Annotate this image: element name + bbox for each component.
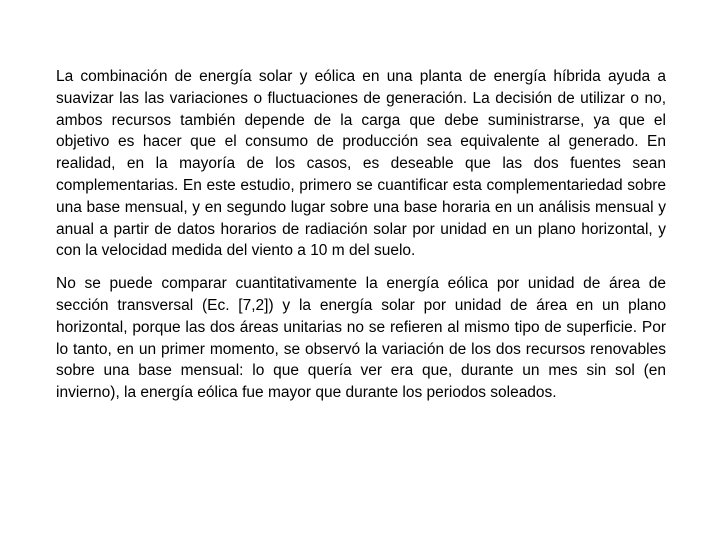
paragraph-1: La combinación de energía solar y eólica en una planta de energía híbrida ayuda a suavizar las las variaciones o fluctuaciones de generación. La decisión de utilizar o no, ambos recursos también depende de la carga que debe suministrarse, ya que el objetivo es hacer que el consumo de producción sea equivalente al generado. En realidad, en la mayoría de los casos, es deseable que las dos fuentes sean complementarias. En este estudio, primero se cuantificar esta complementariedad sobre una base mensual, y en segundo lugar sobre una base horaria en un análisis mensual y anual a partir de datos horarios de radiación solar por unidad en un plano horizontal, y con la velocidad medida del viento a 10 m del suelo. [56, 68, 666, 260]
paragraph-2: No se puede comparar cuantitativamente la energía eólica por unidad de área de sección transversal (Ec. [7,2]) y la energía solar por unidad de área en un plano horizontal, porque las dos áreas unitarias no se refieren al mismo tipo de superficie. Por lo tanto, en un primer momento, se observó la variación de los dos recursos renovables sobre una base mensual: lo que quería ver era que, durante un mes sin sol (en invierno), la energía eólica fue mayor que durante los periodos soleados. [56, 275, 666, 402]
document-body [56, 66, 666, 404]
